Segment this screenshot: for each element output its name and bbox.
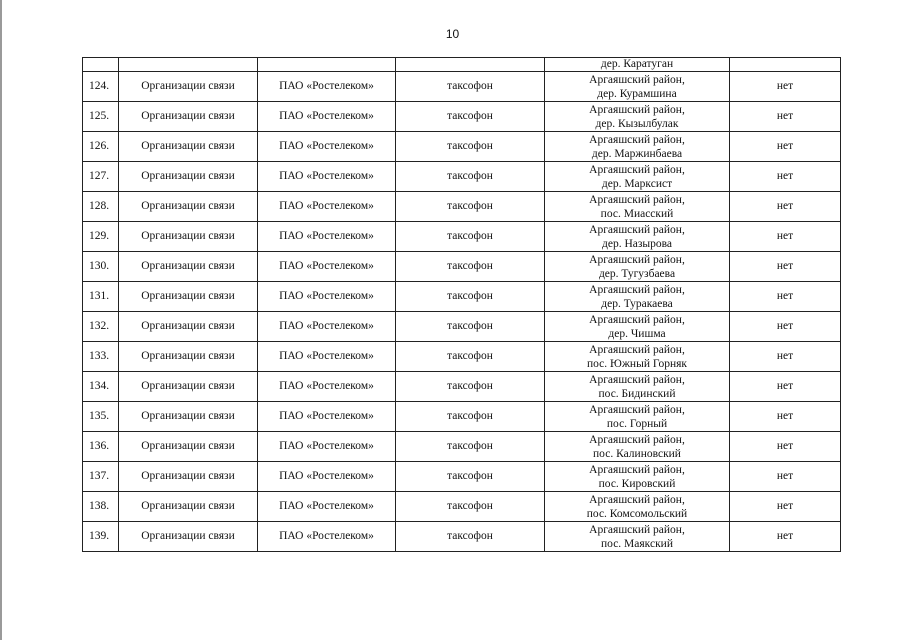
cell-value: нет — [730, 462, 841, 492]
cell-location — [545, 462, 730, 492]
cell-category: Организации связи — [119, 192, 258, 222]
location-district: Аргаяшский район, — [589, 493, 685, 506]
cell-owner: ПАО «Ростелеком» — [258, 522, 396, 552]
cell-location — [545, 522, 730, 552]
cell-location — [545, 252, 730, 282]
location-settlement: пос. Маякский — [601, 537, 673, 550]
cell-location — [545, 222, 730, 252]
location-settlement: пос. Кировский — [598, 477, 676, 490]
cell-category: Организации связи — [119, 522, 258, 552]
table-row — [83, 162, 841, 192]
cell-num: 131. — [83, 282, 119, 312]
location-settlement: дер. Марксист — [601, 177, 673, 190]
location-district: Аргаяшский район, — [589, 343, 685, 356]
cell-owner: ПАО «Ростелеком» — [258, 132, 396, 162]
cell-object: таксофон — [396, 192, 545, 222]
location-district: Аргаяшский район, — [589, 373, 685, 386]
location-district: Аргаяшский район, — [589, 223, 685, 236]
cell-num: 139. — [83, 522, 119, 552]
location-settlement: пос. Бидинский — [598, 387, 676, 400]
cell-location — [545, 492, 730, 522]
cell-location — [545, 342, 730, 372]
location-district: Аргаяшский район, — [589, 433, 685, 446]
location-settlement: пос. Горный — [606, 417, 668, 430]
table-row — [83, 282, 841, 312]
table-row — [83, 522, 841, 552]
location-settlement: пос. Калиновский — [593, 447, 681, 460]
table-row — [83, 402, 841, 432]
location-settlement: дер. Маржинбаева — [591, 147, 683, 160]
cell-value: нет — [730, 222, 841, 252]
cell-category: Организации связи — [119, 462, 258, 492]
cell-num: 128. — [83, 192, 119, 222]
cell-owner: ПАО «Ростелеком» — [258, 462, 396, 492]
cell-category — [119, 58, 258, 72]
cell-value: нет — [730, 102, 841, 132]
cell-value: нет — [730, 372, 841, 402]
cell-location — [545, 282, 730, 312]
table-row — [83, 462, 841, 492]
cell-object: таксофон — [396, 342, 545, 372]
cell-category: Организации связи — [119, 342, 258, 372]
cell-category: Организации связи — [119, 402, 258, 432]
location-settlement: дер. Тугузбаева — [598, 267, 676, 280]
cell-object: таксофон — [396, 522, 545, 552]
location-district: Аргаяшский район, — [589, 403, 685, 416]
table-row — [83, 72, 841, 102]
cell-owner: ПАО «Ростелеком» — [258, 312, 396, 342]
location-settlement: дер. Туракаева — [601, 297, 673, 310]
location-settlement: пос. Комсомольский — [586, 507, 688, 520]
cell-owner: ПАО «Ростелеком» — [258, 192, 396, 222]
cell-object: таксофон — [396, 492, 545, 522]
cell-num: 126. — [83, 132, 119, 162]
cell-location — [545, 432, 730, 462]
cell-value — [730, 58, 841, 72]
location-settlement: дер. Назырова — [601, 237, 673, 250]
location-district: Аргаяшский район, — [589, 313, 685, 326]
cell-category: Организации связи — [119, 492, 258, 522]
cell-object: таксофон — [396, 402, 545, 432]
location-settlement: пос. Южный Горняк — [586, 357, 688, 370]
cell-num: 130. — [83, 252, 119, 282]
cell-category: Организации связи — [119, 162, 258, 192]
location-district: Аргаяшский район, — [589, 283, 685, 296]
cell-num: 127. — [83, 162, 119, 192]
table-row — [83, 222, 841, 252]
cell-owner: ПАО «Ростелеком» — [258, 252, 396, 282]
cell-location — [545, 312, 730, 342]
table-row — [83, 132, 841, 162]
location-district: Аргаяшский район, — [589, 253, 685, 266]
cell-num: 124. — [83, 72, 119, 102]
table-row — [83, 102, 841, 132]
cell-object: таксофон — [396, 162, 545, 192]
location-district: Аргаяшский район, — [589, 463, 685, 476]
cell-num: 132. — [83, 312, 119, 342]
location-district: Аргаяшский район, — [589, 73, 685, 86]
cell-num: 129. — [83, 222, 119, 252]
cell-owner — [258, 58, 396, 72]
table-row — [83, 432, 841, 462]
location-district: Аргаяшский район, — [589, 523, 685, 536]
cell-owner: ПАО «Ростелеком» — [258, 342, 396, 372]
cell-owner: ПАО «Ростелеком» — [258, 222, 396, 252]
cell-owner: ПАО «Ростелеком» — [258, 282, 396, 312]
cell-value: нет — [730, 282, 841, 312]
cell-value: нет — [730, 522, 841, 552]
cell-category: Организации связи — [119, 222, 258, 252]
cell-num: 134. — [83, 372, 119, 402]
cell-object: таксофон — [396, 432, 545, 462]
cell-value: нет — [730, 192, 841, 222]
cell-category: Организации связи — [119, 372, 258, 402]
cell-category: Организации связи — [119, 432, 258, 462]
cell-num — [83, 58, 119, 72]
cell-object: таксофон — [396, 72, 545, 102]
cell-value: нет — [730, 312, 841, 342]
cell-object: таксофон — [396, 252, 545, 282]
cell-value: нет — [730, 72, 841, 102]
table-row — [83, 342, 841, 372]
page-left-edge — [0, 0, 2, 640]
location-district: Аргаяшский район, — [589, 133, 685, 146]
cell-owner: ПАО «Ростелеком» — [258, 72, 396, 102]
cell-object: таксофон — [396, 102, 545, 132]
cell-category: Организации связи — [119, 252, 258, 282]
cell-value: нет — [730, 492, 841, 522]
cell-object: таксофон — [396, 372, 545, 402]
cell-num: 137. — [83, 462, 119, 492]
page-number: 10 — [445, 27, 460, 41]
cell-object: таксофон — [396, 222, 545, 252]
cell-location — [545, 132, 730, 162]
cell-location — [545, 402, 730, 432]
location-settlement: пос. Миасский — [600, 207, 674, 220]
cell-object — [396, 58, 545, 72]
cell-location — [545, 162, 730, 192]
cell-owner: ПАО «Ростелеком» — [258, 402, 396, 432]
location-district: Аргаяшский район, — [589, 193, 685, 206]
cell-category: Организации связи — [119, 72, 258, 102]
location-district: Аргаяшский район, — [589, 163, 685, 176]
cell-object: таксофон — [396, 282, 545, 312]
location-settlement: дер. Курамшина — [597, 87, 677, 100]
cell-num: 133. — [83, 342, 119, 372]
cell-num: 125. — [83, 102, 119, 132]
cell-category: Организации связи — [119, 282, 258, 312]
cell-location: дер. Каратуган — [545, 58, 730, 72]
cell-object: таксофон — [396, 462, 545, 492]
table-row — [83, 252, 841, 282]
continuation-row — [83, 58, 841, 72]
table-row — [83, 372, 841, 402]
table-row — [83, 192, 841, 222]
location-settlement: дер. Кызылбулак — [595, 117, 679, 130]
cell-location — [545, 372, 730, 402]
cell-num: 138. — [83, 492, 119, 522]
cell-category: Организации связи — [119, 132, 258, 162]
cell-owner: ПАО «Ростелеком» — [258, 102, 396, 132]
cell-num: 136. — [83, 432, 119, 462]
location-settlement: дер. Чишма — [608, 327, 666, 340]
cell-object: таксофон — [396, 132, 545, 162]
cell-value: нет — [730, 252, 841, 282]
cell-location — [545, 72, 730, 102]
cell-value: нет — [730, 162, 841, 192]
cell-category: Организации связи — [119, 102, 258, 132]
cell-owner: ПАО «Ростелеком» — [258, 492, 396, 522]
cell-num: 135. — [83, 402, 119, 432]
cell-value: нет — [730, 342, 841, 372]
table-body — [83, 58, 841, 552]
document-table — [82, 57, 841, 552]
table-row — [83, 492, 841, 522]
cell-value: нет — [730, 432, 841, 462]
cell-value: нет — [730, 402, 841, 432]
cell-object: таксофон — [396, 312, 545, 342]
location-district: Аргаяшский район, — [589, 103, 685, 116]
cell-location — [545, 192, 730, 222]
cell-category: Организации связи — [119, 312, 258, 342]
cell-owner: ПАО «Ростелеком» — [258, 372, 396, 402]
cell-location — [545, 102, 730, 132]
cell-value: нет — [730, 132, 841, 162]
cell-owner: ПАО «Ростелеком» — [258, 432, 396, 462]
table-row — [83, 312, 841, 342]
cell-owner: ПАО «Ростелеком» — [258, 162, 396, 192]
